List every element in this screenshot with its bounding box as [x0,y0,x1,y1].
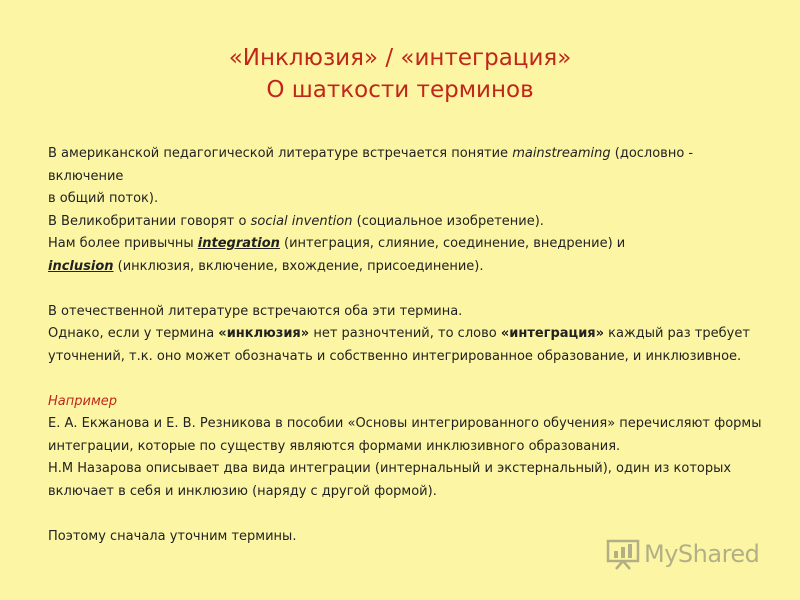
example-label: Например [48,393,117,409]
term-integration: integration [197,236,280,251]
watermark-text: MyShared [644,540,760,568]
title-line-1: «Инклюзия» / «интеграция» [228,45,572,71]
paragraph-nazarova: Н.М Назарова описывает два вида интеграции (интернальный и экстернальный), один из которых [48,461,732,476]
slide-title [0,42,800,106]
spacer [48,503,768,526]
paragraph-nazarova-cont: включает в себя и инклюзию (наряду с другой формой). [48,483,437,499]
text-span: (дословно - включение [48,146,694,184]
paragraph-however [48,323,768,346]
text-span: Нам более привычны [48,236,198,251]
text-span: нет разночтений, то слово [309,326,501,341]
text-span: (социальное изобретение). [352,213,544,229]
presentation-board-icon [606,537,640,571]
text-span: Однако, если у термина [48,326,219,341]
term-mainstreaming: mainstreaming [512,146,611,161]
term-inclusion: inclusion [48,258,114,274]
paragraph-mainstreaming [48,143,768,188]
paragraph-social-invention [48,211,768,234]
text-span: (инклюзия, включение, вхождение, присоединение). [113,258,484,274]
title-line-2: О шаткости терминов [266,77,534,103]
text-span: В американской педагогической литературе встречается понятие [48,146,513,161]
paragraph-mainstreaming-cont: в общий поток). [48,191,159,206]
paragraph-however-cont: уточнений, т.к. оно может обозначать и собственно интегрированное образование, и инклюзивное. [48,348,742,364]
term-inclusion-ru: «инклюзия» [218,326,310,341]
spacer [48,278,768,301]
paragraph-domestic: В отечественной литературе встречаются оба эти термина. [48,303,463,319]
text-span: (интеграция, слияние, соединение, внедрение) и [279,236,626,251]
slide-body [48,143,768,548]
term-integration-ru: «интеграция» [500,326,605,341]
text-span: каждый раз требует [604,326,750,341]
term-social-invention: social invention [250,213,353,229]
spacer [48,368,768,391]
paragraph-ekzhanova-cont: интеграции, которые по существу являются формами инклюзивного образования. [48,438,621,454]
paragraph-inclusion [48,256,768,279]
paragraph-ekzhanova: Е. А. Екжанова и Е. В. Резникова в пособии «Основы интегрированного обучения» перечисляют формы [48,416,762,431]
text-span: В Великобритании говорят о [48,213,251,229]
paragraph-integration [48,233,768,256]
paragraph-conclusion: Поэтому сначала уточним термины. [48,528,297,544]
myshared-watermark [606,536,759,572]
